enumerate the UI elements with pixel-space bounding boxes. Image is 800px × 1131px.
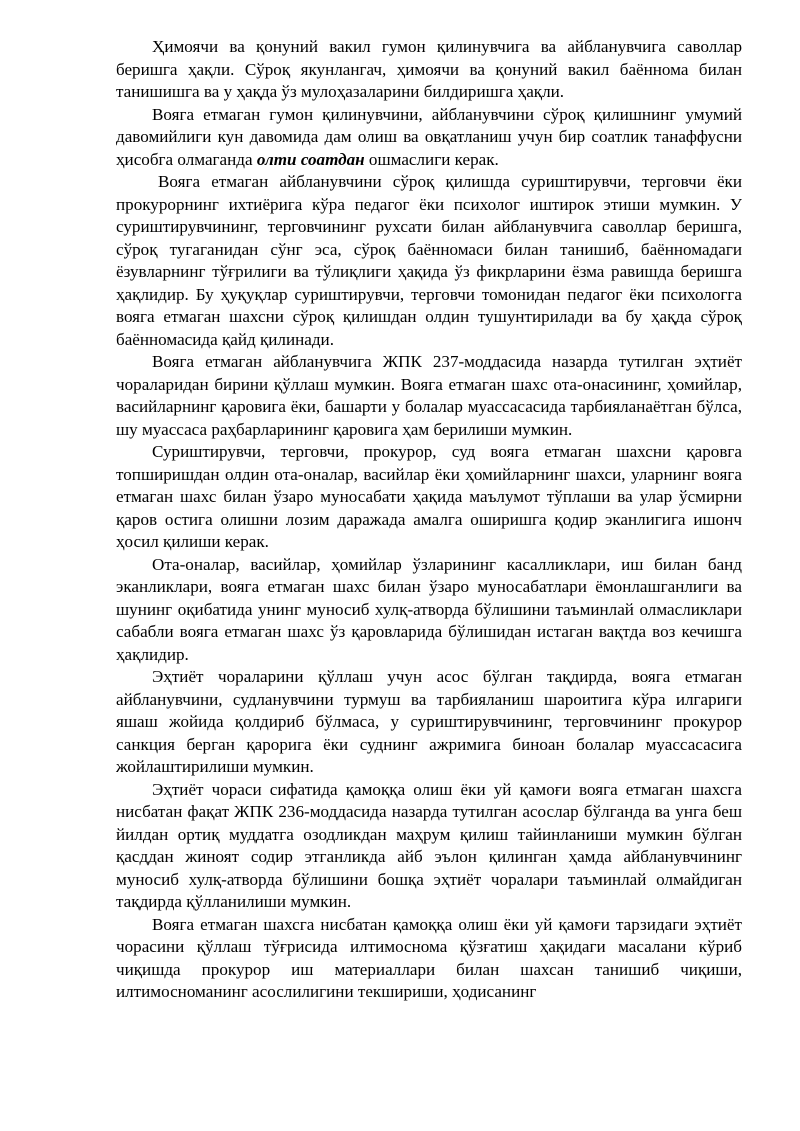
paragraph-text-after: ошмаслиги керак. — [364, 149, 499, 169]
paragraph-defender-rights: Ҳимоячи ва қонуний вакил гумон қилинувчига ва айбланувчига саволлар беришга ҳақли. Сўроқ якунлангач, ҳимоячи ва қонуний вакил баённома билан танишишга ва у ҳақда ўз мулоҳазаларини билдиришга ҳақли. — [116, 37, 742, 101]
paragraph-children-institution: Эҳтиёт чораларини қўллаш учун асос бўлган тақдирда, вояга етмаган айбланувчини, судланувчини турмуш ва тарбияланиш шароитига кўра илгариги яшаш жойида қолдириб бўлмаса, у суриштирувчининг, терговчининг прокурор санкция берган қарорига ёки суднинг ажримига биноан болалар муассасасига жойлаштирилиши мумкин. — [116, 667, 742, 776]
paragraph-preventive-measures: Вояга етмаган айбланувчига ЖПК 237-моддасида назарда тутилган эҳтиёт чораларидан бирини қўллаш мумкин. Вояга етмаган шахс ота-онасининг, ҳомийлар, васийларнинг қаровига ёки, башарти у болалар муассасасида тарбияланаётган бўлса, шу муассаса раҳбарларининг қаровига ҳам берилиши мумкин. — [116, 352, 742, 439]
paragraph-text-before: Вояга етмаган гумон қилинувчини, айбланувчини сўроқ қилишнинг умумий давомийлиги кун давомида дам олиш ва овқатланиш учун бир соатлик танаффусни ҳисобга олмаганда — [116, 104, 742, 169]
paragraph-custody-transfer: Суриштирувчи, терговчи, прокурор, суд вояга етмаган шахсни қаровга топширишдан олдин ота-оналар, васийлар ёки ҳомийларнинг шахси, уларнинг вояга етмаган шахс билан ўзаро муносабати ҳақида маълумот тўплаши ва улар ўсмирни қаров остига олишни лозим даражада амалга оширишга қодир эканлигига ишонч ҳосил қилиши керак. — [116, 442, 742, 551]
paragraph-interrogation-duration — [116, 104, 742, 172]
paragraph-guardian-refusal: Ота-оналар, васийлар, ҳомийлар ўзларининг касалликлари, иш билан банд эканликлари, вояга етмаган шахс билан ўзаро муносабатлари ёмонлашганлиги ва шунинг оқибатида унинг муносиб хулқ-атворда бўлишини таъминлай олмасликлари сабабли вояга етмаган шахс ўз қаровларида бўлишидан истаган вақтда воз кечишга ҳақлидир. — [116, 554, 742, 664]
paragraph-prosecutor-review: Вояга етмаган шахсга нисбатан қамоққа олиш ёки уй қамоғи тарзидаги эҳтиёт чорасини қўллаш тўғрисида илтимоснома қўзғатиш ҳақидаги масалани кўриб чиқишда прокурор иш материаллари билан шахсан танишиб чиқиши, илтимосноманинг асослилигини текшириши, ҳодисанинг — [116, 914, 742, 1001]
paragraph-pedagogue-psychologist: Вояга етмаган айбланувчини сўроқ қилишда суриштирувчи, терговчи ёки прокурорнинг ихтиёрига кўра педагог ёки психолог иштирок этиши мумкин. У суриштирувчининг, терговчининг рухсати билан айбланувчига саволлар беришга, сўроқ тугаганидан сўнг эса, сўроқ баённомаси билан танишиб, баённомадаги ёзувларнинг тўғрилиги ва тўлиқлиги ҳақида ўз фикрларини ёзма равишда беришга ҳақлидир. Бу ҳуқуқлар суриштирувчи, терговчи томонидан педагог ёки психологга вояга етмаган шахсни сўроқ қилишдан олдин тушунтирилади ва бу ҳақда сўроқ баённомасида қайд қилинади. — [116, 172, 742, 349]
emphasized-duration: олти соатдан — [256, 149, 365, 169]
paragraph-arrest-conditions: Эҳтиёт чораси сифатида қамоққа олиш ёки уй қамоғи вояга етмаган шахсга нисбатан фақат ЖПК 236-моддасида назарда тутилган асослар бўлганда ва унга беш йилдан ортиқ муддатга озодликдан маҳрум қилиш тайинланиши мумкин бўлган қасддан жиноят содир этганликда айб эълон қилинган ҳамда айбланувчининг муносиб хулқ-атворда бўлишини бошқа эҳтиёт чоралари таъминлай олмайдиган тақдирда қўлланилиши мумкин. — [116, 779, 742, 911]
